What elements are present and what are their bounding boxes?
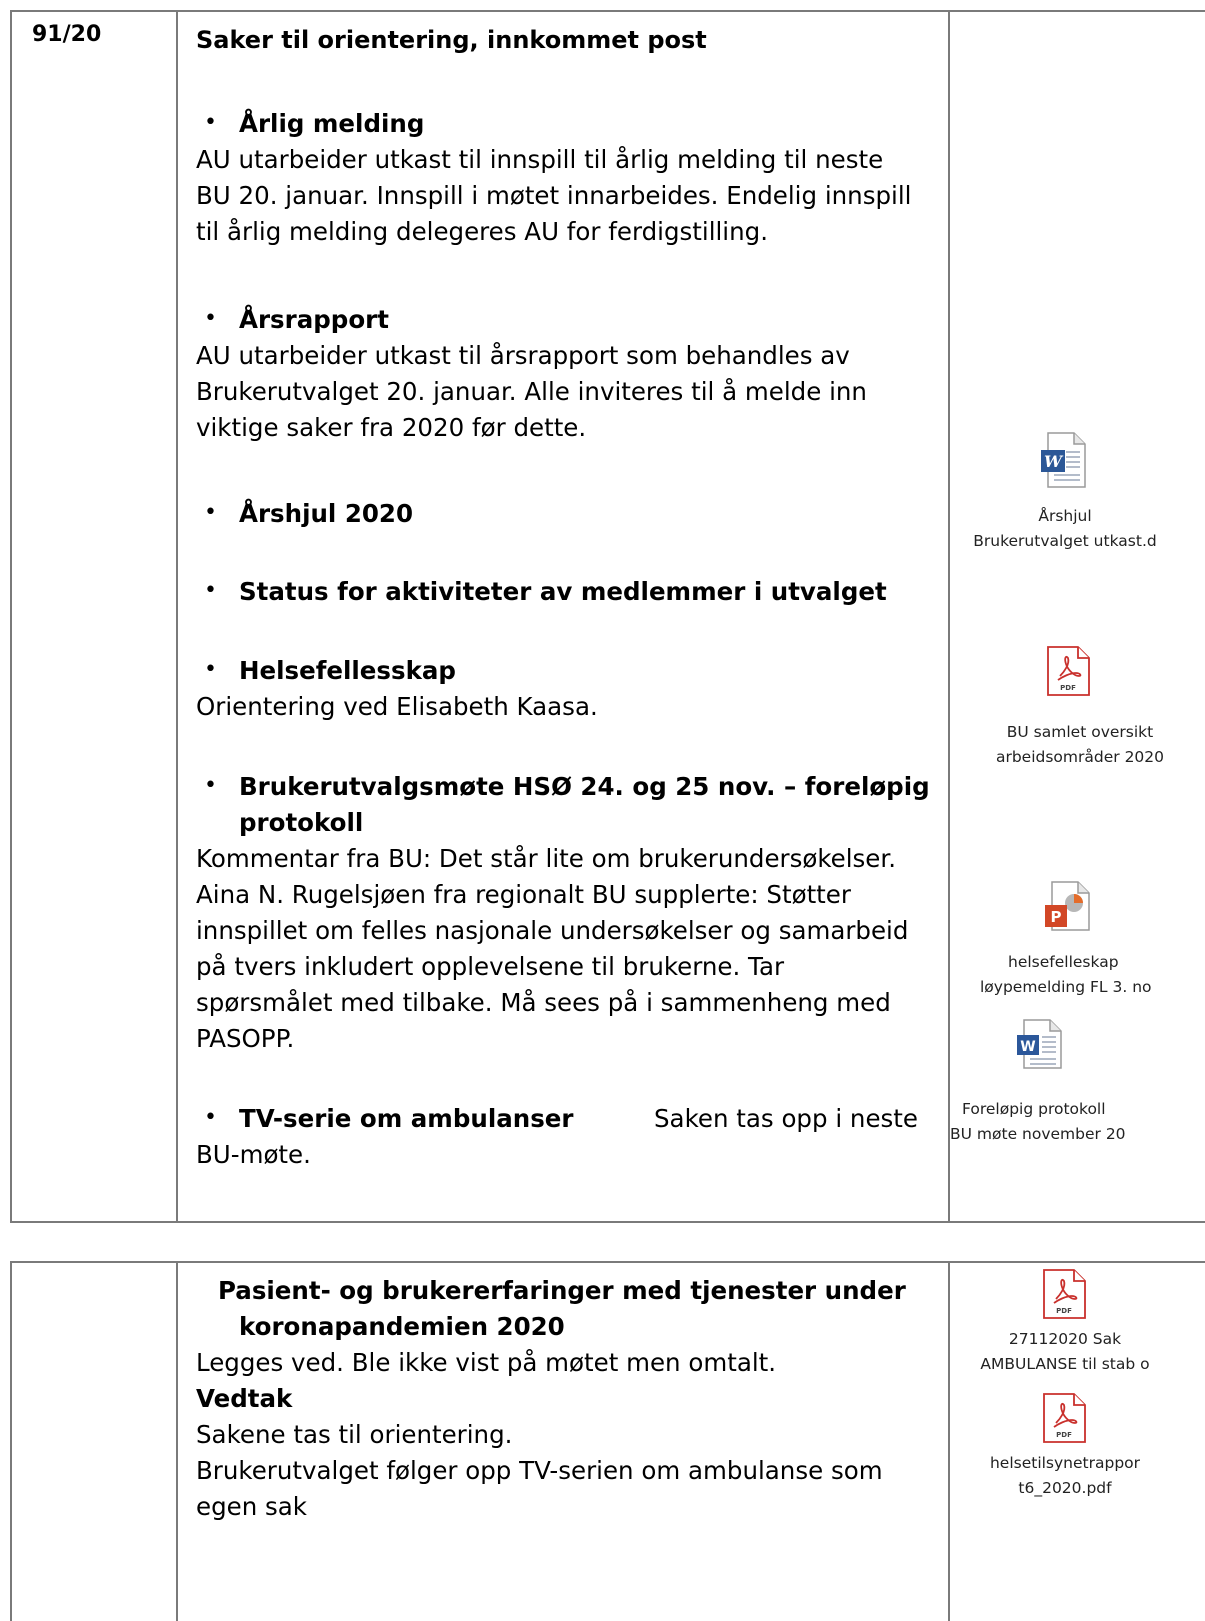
attachments-cell	[950, 12, 1205, 1221]
item-heading: protokoll	[239, 808, 364, 837]
attachment-label[interactable]: 27112020 Sak AMBULANSE til stab o	[980, 1330, 1150, 1373]
bullet-icon: •	[204, 657, 217, 682]
bullet-icon: •	[204, 1105, 217, 1130]
vedtak-text: Brukerutvalget følger opp TV-serien om ambulanse som	[196, 1456, 883, 1485]
svg-text:PDF: PDF	[1056, 1307, 1072, 1315]
svg-text:P: P	[1050, 908, 1062, 926]
word-icon[interactable]	[1016, 1019, 1062, 1073]
svg-text:PDF: PDF	[1056, 1431, 1072, 1439]
svg-text:W: W	[1044, 452, 1062, 471]
pdf-icon[interactable]	[1042, 1269, 1086, 1323]
vedtak-text: Sakene tas til orientering.	[196, 1420, 513, 1449]
word-icon[interactable]	[1040, 432, 1086, 492]
case-number-cell	[12, 12, 178, 1221]
item-heading: TV-serie om ambulanser	[239, 1104, 574, 1133]
item-heading: koronapandemien 2020	[239, 1312, 565, 1341]
item-text: Legges ved. Ble ikke vist på møtet men omtalt.	[196, 1348, 777, 1377]
case-content-cell	[178, 1263, 950, 1621]
case-title: Saker til orientering, innkommet post	[196, 26, 707, 54]
powerpoint-icon[interactable]	[1044, 881, 1090, 935]
item-text: BU-møte.	[196, 1140, 311, 1169]
item-text: Aina N. Rugelsjøen fra regionalt BU supplerte: Støtter	[196, 880, 851, 909]
bullet-icon: •	[204, 500, 217, 525]
item-heading: Status for aktiviteter av medlemmer i utvalget	[239, 577, 887, 606]
item-text: på tvers inkludert opplevelsene til brukerne. Tar	[196, 952, 785, 981]
item-text: viktige saker fra 2020 før dette.	[196, 413, 587, 442]
item-heading: Årshjul 2020	[239, 499, 414, 528]
item-heading: Brukerutvalgsmøte HSØ 24. og 25 nov. – foreløpig	[239, 772, 930, 801]
item-text: AU utarbeider utkast til innspill til årlig melding til neste	[196, 145, 884, 174]
bullet-icon: •	[204, 578, 217, 603]
bullet-icon: •	[204, 306, 217, 331]
agenda-table-91-20	[10, 10, 1205, 1223]
attachment-label[interactable]: Årshjul Brukerutvalget utkast.d	[973, 507, 1157, 550]
attachments-cell	[950, 1263, 1205, 1621]
item-text: til årlig melding delegeres AU for ferdigstilling.	[196, 217, 768, 246]
item-heading: Helsefellesskap	[239, 656, 456, 685]
attachment-label[interactable]: Foreløpig protokoll BU møte november 20	[950, 1100, 1126, 1143]
svg-text:W: W	[1020, 1039, 1036, 1055]
attachment-label[interactable]: BU samlet oversikt arbeidsområder 2020	[995, 723, 1165, 766]
case-number-cell	[12, 1263, 178, 1621]
bullet-icon: •	[204, 110, 217, 135]
case-content-cell	[178, 12, 950, 1221]
pdf-icon[interactable]	[1042, 1393, 1086, 1447]
vedtak-text: egen sak	[196, 1492, 307, 1521]
svg-text:PDF: PDF	[1060, 684, 1076, 692]
item-text: innspillet om felles nasjonale undersøkelser og samarbeid	[196, 916, 909, 945]
item-text: PASOPP.	[196, 1024, 295, 1053]
item-text: AU utarbeider utkast til årsrapport som behandles av	[196, 341, 850, 370]
item-text: Brukerutvalget 20. januar. Alle inviteres til å melde inn	[196, 377, 867, 406]
item-heading: Pasient- og brukererfaringer med tjenester under	[218, 1276, 906, 1305]
attachment-label[interactable]: helsefelleskap løypemelding FL 3. no	[980, 953, 1152, 996]
item-text: BU 20. januar. Innspill i møtet innarbeides. Endelig innspill	[196, 181, 912, 210]
agenda-table-continued	[10, 1261, 1205, 1621]
item-heading: Årlig melding	[239, 109, 425, 138]
pdf-icon[interactable]	[1046, 646, 1090, 700]
item-text: Kommentar fra BU: Det står lite om brukerundersøkelser.	[196, 844, 896, 873]
bullet-icon: •	[204, 773, 217, 798]
vedtak-label: Vedtak	[196, 1384, 293, 1413]
item-text: Orientering ved Elisabeth Kaasa.	[196, 692, 598, 721]
item-text: spørsmålet med tilbake. Må sees på i sammenheng med	[196, 988, 891, 1017]
item-heading: Årsrapport	[239, 305, 389, 334]
attachment-label[interactable]: helsetilsynetrappor t6_2020.pdf	[989, 1454, 1141, 1497]
case-number: 91/20	[32, 22, 102, 47]
item-inline-text: Saken tas opp i neste	[654, 1104, 918, 1133]
